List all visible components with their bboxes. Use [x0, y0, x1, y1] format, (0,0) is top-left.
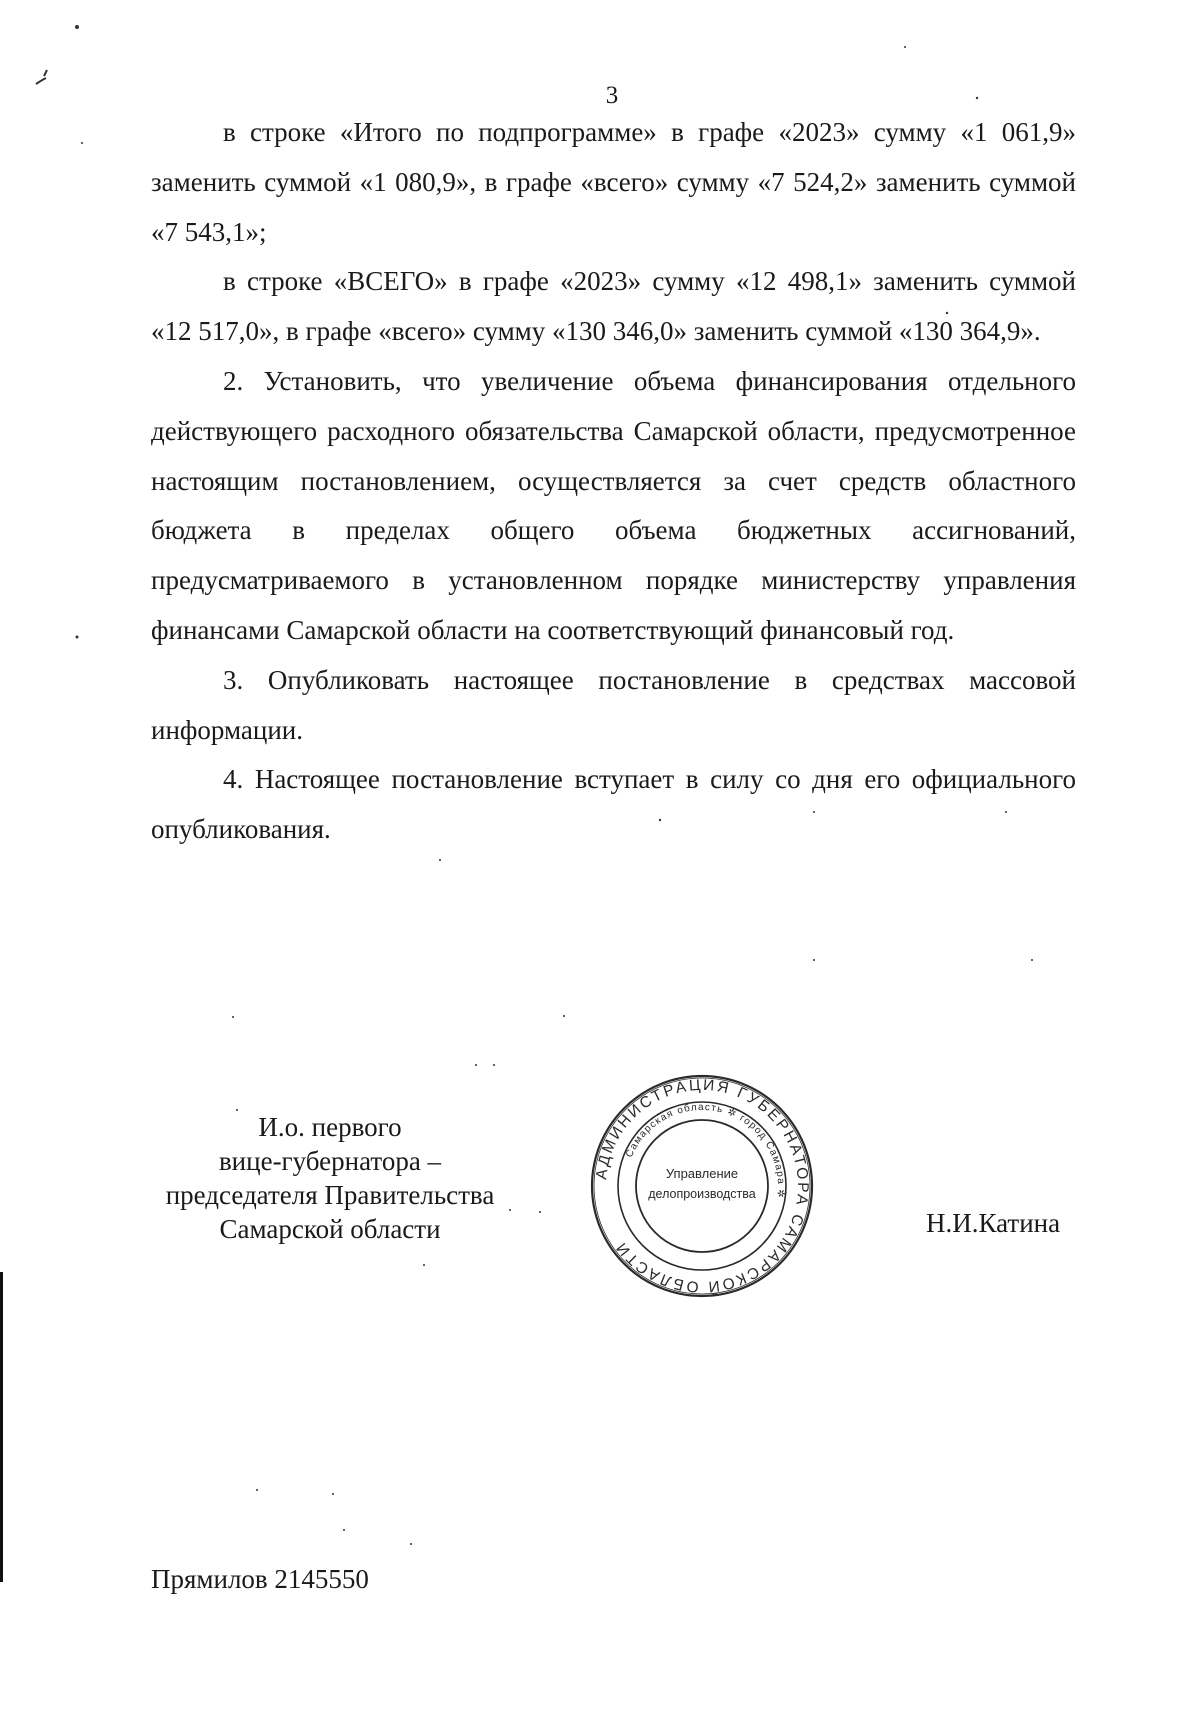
- signer-title-line: председателя Правительства: [165, 1180, 495, 1210]
- scan-edge-mark: [0, 1272, 3, 1582]
- paragraph-item-4: 4. Настоящее постановление вступает в силу со дня его официального опубликования.: [151, 764, 1076, 845]
- svg-text:Самарская область ✲ город Сама: [624, 1102, 786, 1199]
- paragraph-item-2: 2. Установить, что увеличение объема финансирования отдельного действующего расходного обязательства Самарской области, предусмотренное настоящим постановлением, осуществляется за счет средств областного бюджета в пределах общего объема бюджетных ассигнований, предусматриваемого в установленном порядке министерству управления финансами Самарской области на соответствующий финансовый год.: [151, 365, 1076, 645]
- paragraph-vsego: в строке «ВСЕГО» в графе «2023» сумму «12 498,1» заменить суммой «12 517,0», в графе «всего» сумму «130 346,0» заменить суммой «130 364,9».: [151, 266, 1076, 347]
- seal-inner-text: Самарская область ✲ город Самара ✲: [623, 1101, 787, 1200]
- paragraph-item-3: 3. Опубликовать настоящее постановление в средствах массовой информации.: [151, 664, 1076, 745]
- seal-outer-text: АДМИНИСТРАЦИЯ ГУБЕРНАТОРА САМАРСКОЙ ОБЛАСТИ: [593, 1076, 812, 1296]
- signer-title: [140, 1110, 520, 1246]
- executor-note: Прямилов 2145550: [151, 1564, 369, 1594]
- paragraph-itogo: в строке «Итого по подпрограмме» в графе «2023» сумму «1 061,9» заменить суммой «1 080,9», в графе «всего» сумму «7 524,2» заменить суммой «7 543,1»;: [151, 117, 1076, 247]
- document-body: [151, 108, 1076, 855]
- signer-title-line: И.о. первого: [258, 1112, 402, 1142]
- signer-title-line: Самарской области: [219, 1214, 441, 1244]
- page-number: 3: [605, 82, 619, 109]
- signer-name: Н.И.Катина: [926, 1208, 1061, 1238]
- seal-center-line-1: Управление: [665, 1166, 739, 1181]
- seal-center-line-2: делопроизводства: [648, 1187, 756, 1201]
- signer-title-line: вице-губернатора –: [218, 1146, 442, 1176]
- official-seal-stamp: [588, 1072, 816, 1300]
